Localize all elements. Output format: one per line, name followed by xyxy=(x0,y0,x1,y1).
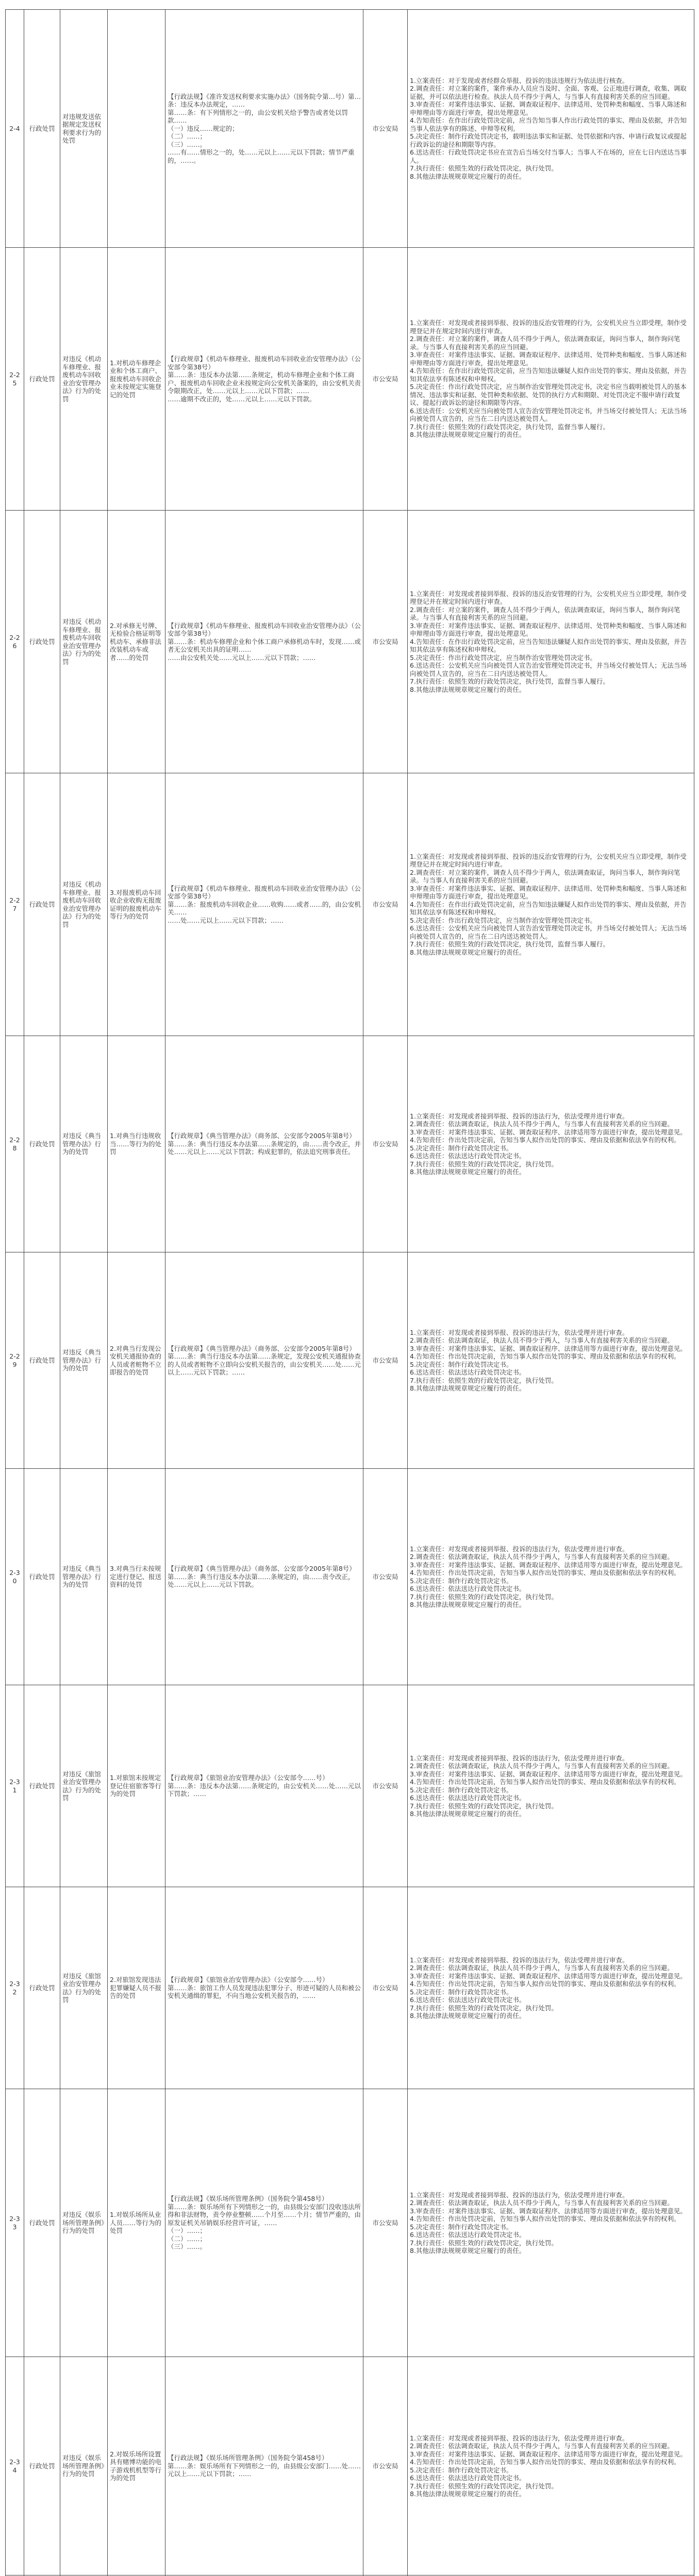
responsibility-item: 7.执行责任：依照生效的行政处罚决定，执行处罚。 xyxy=(410,2482,558,2490)
sub-item-cell: 2.对娱乐场所设置具有赌博功能的电子游戏机机型等行为的处罚 xyxy=(108,2357,165,2575)
responsibility-item: 4.告知责任：在作出行政处罚决定前，应当告知违法嫌疑人拟作出处罚的事实、理由及依据，并告知其依法享有陈述权和申辩权。 xyxy=(410,637,687,654)
responsibility-item: 4.告知责任：在作出行政处罚决定前，应当告知违法嫌疑人拟作出处罚的事实、理由及依据，并告知其依法享有陈述权和申辩权。 xyxy=(410,900,687,917)
legal-basis-paragraph: （二）……； xyxy=(168,132,207,141)
responsibility-item: 8.其他法律法规规章规定应履行的责任。 xyxy=(410,1168,526,1176)
responsibility-item: 5.决定责任：制作行政处罚决定书。 xyxy=(410,2223,513,2231)
responsibility-item: 6.送达责任：依法送达行政处罚决定书。 xyxy=(410,2231,526,2239)
legal-basis-cell xyxy=(165,1036,363,1252)
row-number-cell: 2-27 xyxy=(6,773,24,1036)
responsibility-item: 8.其他法律法规规章规定应履行的责任。 xyxy=(410,2012,526,2020)
responsibility-item: 5.决定责任：制作行政处罚决定书。 xyxy=(410,1786,513,1794)
responsibility-item: 1.立案责任：对发现或者接到举报、投诉的违反治安管理的行为，公安机关应当立即受理，制作受理登记并在规定时间内进行审查。 xyxy=(410,319,687,335)
responsibility-cell xyxy=(408,2357,694,2575)
implementing-body-cell: 市公安局 xyxy=(363,1252,408,1469)
power-name-cell: 对违反《机动车修理业、报废机动车回收业治安管理办法》行为的处罚 xyxy=(60,773,108,1036)
legal-basis-paragraph: 【行政规章】《典当管理办法》（商务部、公安部令2005年第8号） xyxy=(168,1344,356,1352)
responsibility-item: 7.执行责任：依照生效的行政处罚决定，执行处罚。 xyxy=(410,2239,558,2247)
sub-item-cell xyxy=(108,10,165,248)
power-name-cell: 对违反《典当管理办法》行为的处罚 xyxy=(60,1252,108,1469)
power-name-cell: 对违反《机动车修理业、报废机动车回收业治安管理办法》行为的处罚 xyxy=(60,248,108,511)
legal-basis-paragraph: （二）……； xyxy=(168,2234,207,2243)
responsibility-item: 5.决定责任：作出行政处罚决定，应当制作治安管理处罚决定书，决定书应当载明被处罚人的基本情况、违法事实和证据、处罚种类和依据、处罚的执行方式和期限、对处罚决定不服申请行政复议、提起行政诉讼的途径和期限等内容。 xyxy=(410,383,687,407)
legal-basis-paragraph: 第……条：典当行违反本办法第……条规定的，由……责令改正，并处……元以上……元以下罚款；构成犯罪的，依法追究刑事责任。 xyxy=(168,1140,361,1156)
table-row xyxy=(6,2357,694,2575)
implementing-body-cell: 市公安局 xyxy=(363,10,408,248)
responsibility-cell xyxy=(408,10,694,248)
legal-basis-cell xyxy=(165,2357,363,2575)
responsibility-item: 2.调查责任：依法调查取证，执法人员不得少于两人，与当事人有直接利害关系的应当回避。 xyxy=(410,2199,674,2207)
responsibility-item: 4.告知责任：作出处罚决定前，告知当事人拟作出处罚的事实、理由及依据和依法享有的权利。 xyxy=(410,1980,680,1988)
sub-item-cell: 1.对机动车修理企业和个体工商户、报废机动车回收企业未按规定实施登记的处罚 xyxy=(108,248,165,511)
power-type-cell: 行政处罚 xyxy=(24,2357,60,2575)
power-name-cell: 对违反《娱乐场所管理条例》行为的处罚 xyxy=(60,2089,108,2357)
responsibility-item: 1.立案责任：对发现或者接到举报、投诉的违反治安管理的行为，公安机关应当立即受理，制作受理登记并在规定时间内进行审查。 xyxy=(410,852,687,869)
responsibility-item: 8.其他法律法规规章规定应履行的责任。 xyxy=(410,948,526,956)
responsibility-item: 2.调查责任：对立案的案件，调查人员不得少于两人，依法调查取证，询问当事人，制作询问笔录。与当事人有直接利害关系的应当回避。 xyxy=(410,335,680,351)
responsibility-item: 5.决定责任：制作行政处罚决定书。 xyxy=(410,1577,513,1585)
row-number-cell: 2-33 xyxy=(6,2089,24,2357)
responsibility-cell xyxy=(408,1685,694,1887)
responsibility-item: 4.告知责任：作出处罚决定前，告知当事人拟作出处罚的事实、理由及依据和依法享有的权利。 xyxy=(410,2215,680,2223)
row-number-cell: 2-29 xyxy=(6,1252,24,1469)
legal-basis-paragraph: 【行政法规】《娱乐场所管理条例》（国务院令第458号） xyxy=(168,2454,328,2462)
power-type-cell: 行政处罚 xyxy=(24,248,60,511)
responsibility-item: 7.执行责任：依照生效的行政处罚决定，执行处罚，监督当事人履行。 xyxy=(410,940,609,948)
responsibility-item: 8.其他法律法规规章规定应履行的责任。 xyxy=(410,685,526,693)
power-type-cell: 行政处罚 xyxy=(24,1036,60,1252)
table-row xyxy=(6,1036,694,1252)
power-name-cell: 对违反《机动车修理业、报废机动车回收业治安管理办法》行为的处罚 xyxy=(60,511,108,773)
sub-item-cell: 1.对典当行违规收当……等行为的处罚 xyxy=(108,1036,165,1252)
power-type-cell: 行政处罚 xyxy=(24,2089,60,2357)
power-name-cell: 对违规发送依据规定发送权利要求行为的处罚 xyxy=(60,10,108,248)
legal-basis-paragraph: 第……条：典当行违反本办法第……条规定，发现公安机关通报协查的人员或者赃物不立即向公安机关报告的，由公安机关……处……元以上……元以下罚款；…… xyxy=(168,1352,361,1376)
implementing-body-cell: 市公安局 xyxy=(363,1469,408,1685)
responsibility-item: 3.审查责任：对案件违法事实、证据、调查取证程序、法律适用等方面进行审查，提出处理意见。 xyxy=(410,2207,687,2215)
row-number-cell: 2-30 xyxy=(6,1469,24,1685)
responsibility-item: 6.送达责任：依法送达行政处罚决定书。 xyxy=(410,2474,526,2482)
responsibility-item: 1.立案责任：对发现或者接到举报、投诉的违法行为，依法受理并进行审查。 xyxy=(410,1545,629,1553)
legal-basis-paragraph: （一）违反……规定的； xyxy=(168,124,239,132)
sub-item-cell: 1.对旅馆未按规定登记住宿旅客等行为的处罚 xyxy=(108,1685,165,1887)
responsibility-item: 6.送达责任：公安机关应当向被处罚人宣告治安管理处罚决定书，并当场交付被处罚人；无法当场向被处罚人宣告的，应当在二日内送达被处罚人。 xyxy=(410,406,687,423)
legal-basis-paragraph: 【行政规章】《典当管理办法》（商务部、公安部令2005年第8号） xyxy=(168,1132,356,1140)
table-row xyxy=(6,10,694,248)
table-row xyxy=(6,2089,694,2357)
responsibility-item: 2.调查责任：依法调查取证，执法人员不得少于两人，与当事人有直接利害关系的应当回避。 xyxy=(410,1336,674,1344)
responsibility-item: 6.送达责任：公安机关应当向被处罚人宣告治安管理处罚决定书，并当场交付被处罚人；无法当场向被处罚人宣告的，应当在二日内送达被处罚人。 xyxy=(410,662,687,677)
legal-basis-cell xyxy=(165,511,363,773)
responsibility-item: 3.审查责任：对案件违法事实、证据、调查取证程序、法律适用、处罚种类和幅度、当事人陈述和申辩理由等方面进行审查，提出处理意见。 xyxy=(410,884,687,901)
responsibility-item: 3.审查责任：对案件违法事实、证据、调查取证程序、法律适用、处罚种类和幅度、当事人陈述和申辩理由等方面进行审查，提出处理意见。 xyxy=(410,351,687,367)
responsibility-item: 6.送达责任：依法送达行政处罚决定书。 xyxy=(410,1368,526,1376)
legal-basis-cell xyxy=(165,2089,363,2357)
responsibility-item: 8.其他法律法规规章规定应履行的责任。 xyxy=(410,1601,526,1608)
row-number-cell: 2-34 xyxy=(6,2357,24,2575)
responsibility-item: 6.送达责任：依法送达行政处罚决定书。 xyxy=(410,1996,526,2004)
responsibility-item: 7.执行责任：依照生效的行政处罚决定，执行处罚。 xyxy=(410,2004,558,2012)
legal-basis-cell xyxy=(165,1469,363,1685)
responsibility-item: 6.送达责任：依法送达行政处罚决定书。 xyxy=(410,1152,526,1160)
implementing-body-cell: 市公安局 xyxy=(363,2089,408,2357)
legal-basis-cell xyxy=(165,248,363,511)
responsibility-item: 5.决定责任：制作行政处罚决定书。 xyxy=(410,1360,513,1368)
sub-item-cell: 1.对娱乐场所从业人员……等行为的处罚 xyxy=(108,2089,165,2357)
document-sheet xyxy=(5,9,694,2576)
responsibility-item: 7.执行责任：依照生效的行政处罚决定，执行处罚，监督当事人履行。 xyxy=(410,677,609,686)
legal-basis-paragraph: 【行政法规】《准许发送权利要求实施办法》（国务院令第…号）第…条：违反本办法规定，…… xyxy=(168,92,361,109)
legal-basis-paragraph: 第……条：违反本办法第……条规定的，由公安机关……处……元以下罚款；…… xyxy=(168,1782,361,1798)
table-row xyxy=(6,1685,694,1887)
legal-basis-cell xyxy=(165,10,363,248)
responsibility-cell xyxy=(408,1036,694,1252)
responsibility-item: 6.送达责任：公安机关应当向被处罚人宣告治安管理处罚决定书，并当场交付被处罚人；无法当场向被处罚人宣告的，应当在二日内送达被处罚人。 xyxy=(410,924,687,940)
sub-item-cell: 3.对报废机动车回收企业收购无报废证明的报废机动车等行为的处罚 xyxy=(108,773,165,1036)
legal-basis-paragraph: ……有……情形之一的，处……元以上……元以下罚款；情节严重的，……。 xyxy=(168,148,355,164)
responsibility-item: 5.决定责任：作出行政处罚决定，应当制作治安管理处罚决定书。 xyxy=(410,653,596,662)
implementing-body-cell: 市公安局 xyxy=(363,511,408,773)
table-row xyxy=(6,1469,694,1685)
responsibility-item: 4.告知责任：作出处罚决定前，告知当事人拟作出处罚的事实、理由及依据和依法享有的权利。 xyxy=(410,1136,680,1144)
responsibility-item: 2.调查责任：依法调查取证，执法人员不得少于两人，与当事人有直接利害关系的应当回避。 xyxy=(410,1120,674,1128)
sub-item-cell: 2.对承修无号牌、无检验合格证明等机动车、承修非法改装机动车或者……的处罚 xyxy=(108,511,165,773)
responsibility-item: 2.调查责任：依法调查取证，执法人员不得少于两人，与当事人有直接利害关系的应当回避。 xyxy=(410,2442,674,2450)
responsibility-item: 7.执行责任：依照生效的行政处罚决定，执行处罚，监督当事人履行。 xyxy=(410,422,609,431)
legal-basis-paragraph: 第……条：娱乐场所有下列情形之一的，由县级公安部门没收违法所得和非法财物，责令停业整顿……个月至……个月；情节严重的，由原发证机关吊销娱乐经营许可证，…… xyxy=(168,2202,361,2227)
legal-basis-paragraph: 第……条：典当行违反本办法第……条规定的，由……责令改正，处……元以上……元以下罚款。 xyxy=(168,1572,355,1589)
responsibility-item: 2.调查责任：依法调查取证，执法人员不得少于两人，与当事人有直接利害关系的应当回避。 xyxy=(410,1964,674,1972)
responsibility-item: 1.立案责任：对发现或者接到举报、投诉的违法行为，依法受理并进行审查。 xyxy=(410,1754,629,1762)
table-row xyxy=(6,248,694,511)
responsibility-item: 1.立案责任：对发现或者接到举报、投诉的违法行为，依法受理并进行审查。 xyxy=(410,1112,629,1120)
responsibility-item: 3.审查责任：对案件违法事实、证据、调查取证程序、法律适用等方面进行审查，提出处理意见。 xyxy=(410,1770,687,1778)
implementing-body-cell: 市公安局 xyxy=(363,2357,408,2575)
row-number-cell: 2-31 xyxy=(6,1685,24,1887)
table-row xyxy=(6,511,694,773)
legal-basis-paragraph: ……处……元以上……元以下罚款；…… xyxy=(168,916,284,924)
table-row xyxy=(6,1252,694,1469)
table-body xyxy=(6,10,694,2576)
responsibility-cell xyxy=(408,2089,694,2357)
responsibility-item: 2.调查责任：对立案的案件，案件承办人员应当及时、全面、客观、公正地进行调查，收集、调取证据，并可以依法进行检查。执法人员不得少于两人，与当事人有直接利害关系的应当回避。 xyxy=(410,84,687,100)
responsibility-item: 3.审查责任：对案件违法事实、证据、调查取证程序、法律适用、处罚种类和幅度、当事人陈述和申辩理由等方面进行审查，提出处理意见。 xyxy=(410,621,687,638)
power-type-cell: 行政处罚 xyxy=(24,511,60,773)
responsibility-item: 6.送达责任：行政处罚决定书应在宣告后当场交付当事人；当事人不在场的，应在七日内送达当事人。 xyxy=(410,148,687,164)
responsibility-cell xyxy=(408,773,694,1036)
power-type-cell: 行政处罚 xyxy=(24,1685,60,1887)
power-name-cell: 对违反《典当管理办法》行为的处罚 xyxy=(60,1469,108,1685)
responsibility-item: 2.调查责任：对立案的案件，调查人员不得少于两人，依法调查取证，询问当事人，制作询问笔录。与当事人有直接利害关系的应当回避。 xyxy=(410,605,680,622)
responsibility-item: 3.审查责任：对案件违法事实、证据、调查取证程序、法律适用等方面进行审查，提出处理意见。 xyxy=(410,1972,687,1980)
legal-basis-paragraph: 【行政法规】《娱乐场所管理条例》（国务院令第458号） xyxy=(168,2195,328,2203)
responsibility-table xyxy=(5,9,694,2576)
responsibility-item: 3.审查责任：对案件违法事实、证据、调查取证程序、法律适用等方面进行审查，提出处理意见。 xyxy=(410,1128,687,1136)
responsibility-item: 2.调查责任：对立案的案件，调查人员不得少于两人，依法调查取证，询问当事人，制作询问笔录。与当事人有直接利害关系的应当回避。 xyxy=(410,868,680,885)
responsibility-item: 7.执行责任：依照生效的行政处罚决定，执行处罚。 xyxy=(410,1160,558,1168)
power-name-cell: 对违反《旅馆业治安管理办法》行为的处罚 xyxy=(60,1887,108,2089)
legal-basis-paragraph: ……逾期不改正的，处……元以上……元以下罚款。 xyxy=(168,395,316,403)
legal-basis-cell xyxy=(165,773,363,1036)
responsibility-item: 7.执行责任：依照生效的行政处罚决定，执行处罚。 xyxy=(410,164,558,173)
legal-basis-cell xyxy=(165,1252,363,1469)
responsibility-item: 8.其他法律法规规章规定应履行的责任。 xyxy=(410,431,526,439)
power-type-cell: 行政处罚 xyxy=(24,773,60,1036)
row-number-cell: 2-26 xyxy=(6,511,24,773)
legal-basis-paragraph: 【行政规章】《机动车修理业、报废机动车回收业治安管理办法》（公安部令第38号） xyxy=(168,621,361,638)
responsibility-item: 8.其他法律法规规章规定应履行的责任。 xyxy=(410,2247,526,2255)
row-number-cell: 2-32 xyxy=(6,1887,24,2089)
responsibility-item: 5.决定责任：制作行政处罚决定书，载明违法事实和证据、处罚依据和内容、申请行政复议或提起行政诉讼的途径和期限等内容。 xyxy=(410,132,687,148)
responsibility-cell xyxy=(408,1252,694,1469)
responsibility-item: 4.告知责任：在作出行政处罚决定前，应当告知违法嫌疑人拟作出处罚的事实、理由及依据，并告知其依法享有陈述权和申辩权。 xyxy=(410,367,687,383)
legal-basis-paragraph: 第……条：违反本办法第……条规定，机动车修理企业和个体工商户、报废机动车回收企业未按规定向公安机关备案的，由公安机关责令限期改正，处……元以上……元以下罚款；…… xyxy=(168,371,361,395)
responsibility-item: 6.送达责任：依法送达行政处罚决定书。 xyxy=(410,1585,526,1592)
responsibility-item: 3.审查责任：对案件违法事实、证据、调查取证程序、法律适用、处罚种类和幅度、当事人陈述和申辩理由等方面进行审查，提出处理意见。 xyxy=(410,100,687,116)
legal-basis-paragraph: 【行政规章】《典当管理办法》（商务部、公安部令2005年第8号） xyxy=(168,1565,356,1573)
responsibility-item: 1.立案责任：对发现或者接到举报、投诉的违反治安管理的行为，公安机关应当立即受理，制作受理登记并在规定时间内进行审查。 xyxy=(410,589,687,606)
responsibility-item: 8.其他法律法规规章规定应履行的责任。 xyxy=(410,172,526,180)
responsibility-item: 4.告知责任：作出处罚决定前，告知当事人拟作出处罚的事实、理由及依据和依法享有的权利。 xyxy=(410,2458,680,2466)
responsibility-cell xyxy=(408,248,694,511)
responsibility-item: 5.决定责任：制作行政处罚决定书。 xyxy=(410,2466,513,2474)
legal-basis-paragraph: （三）……。 xyxy=(168,2243,207,2251)
implementing-body-cell: 市公安局 xyxy=(363,1685,408,1887)
responsibility-item: 4.告知责任：在作出行政处罚决定前，应当告知当事人作出行政处罚的事实、理由及依据，并告知当事人依法享有的陈述、申辩等权利。 xyxy=(410,116,687,132)
legal-basis-paragraph: 【行政规章】《旅馆业治安管理办法》（公安部令……号） xyxy=(168,1774,329,1782)
power-name-cell: 对违反《旅馆业治安管理办法》行为的处罚 xyxy=(60,1685,108,1887)
responsibility-item: 7.执行责任：依照生效的行政处罚决定，执行处罚。 xyxy=(410,1592,558,1601)
table-row xyxy=(6,1887,694,2089)
responsibility-item: 7.执行责任：依照生效的行政处罚决定，执行处罚。 xyxy=(410,1376,558,1384)
legal-basis-paragraph: 第……条：有下列情形之一的，由公安机关给予警告或者处以罚款…… xyxy=(168,108,348,125)
responsibility-cell xyxy=(408,1469,694,1685)
power-type-cell: 行政处罚 xyxy=(24,10,60,248)
responsibility-item: 3.审查责任：对案件违法事实、证据、调查取证程序、法律适用等方面进行审查，提出处理意见。 xyxy=(410,1344,687,1352)
responsibility-item: 1.立案责任：对发现或者接到举报、投诉的违法行为，依法受理并进行审查。 xyxy=(410,1956,629,1964)
responsibility-item: 2.调查责任：依法调查取证，执法人员不得少于两人，与当事人有直接利害关系的应当回避。 xyxy=(410,1762,674,1770)
responsibility-item: 8.其他法律法规规章规定应履行的责任。 xyxy=(410,1384,526,1392)
responsibility-item: 3.审查责任：对案件违法事实、证据、调查取证程序、法律适用等方面进行审查，提出处理意见。 xyxy=(410,1561,687,1569)
legal-basis-paragraph: 【行政规章】《旅馆业治安管理办法》（公安部令……号） xyxy=(168,1976,329,1984)
implementing-body-cell: 市公安局 xyxy=(363,1036,408,1252)
legal-basis-paragraph: 【行政规章】《机动车修理业、报废机动车回收业治安管理办法》（公安部令第38号） xyxy=(168,884,361,901)
legal-basis-paragraph: 第……条：报废机动车回收企业……收购……或者……的，由公安机关…… xyxy=(168,900,361,917)
legal-basis-paragraph: 第……条：旅馆工作人员发现违法犯罪分子、形迹可疑的人员和被公安机关通缉的罪犯，不向当地公安机关报告的，…… xyxy=(168,1984,361,2000)
legal-basis-paragraph: （一）……； xyxy=(168,2227,207,2235)
responsibility-item: 2.调查责任：依法调查取证，执法人员不得少于两人，与当事人有直接利害关系的应当回避。 xyxy=(410,1553,674,1561)
implementing-body-cell: 市公安局 xyxy=(363,248,408,511)
responsibility-item: 1.立案责任：对发现或者接到举报、投诉的违法行为，依法受理并进行审查。 xyxy=(410,2434,629,2442)
row-number-cell: 2-28 xyxy=(6,1036,24,1252)
responsibility-item: 3.审查责任：对案件违法事实、证据、调查取证程序、法律适用等方面进行审查，提出处理意见。 xyxy=(410,2450,687,2458)
responsibility-item: 5.决定责任：作出行政处罚决定，应当制作治安管理处罚决定书。 xyxy=(410,916,596,924)
responsibility-item: 1.立案责任：对于发现或者经群众举报、投诉的违法违规行为依法进行核查。 xyxy=(410,76,629,84)
responsibility-item: 4.告知责任：作出处罚决定前，告知当事人拟作出处罚的事实、理由及依据和依法享有的权利。 xyxy=(410,1778,680,1786)
legal-basis-paragraph: 第……条：娱乐场所有下列情形之一的，由县级公安部门……处……元以上……元以下罚款；…… xyxy=(168,2462,361,2478)
responsibility-item: 5.决定责任：制作行政处罚决定书。 xyxy=(410,1988,513,1996)
legal-basis-cell xyxy=(165,1887,363,2089)
row-number-cell: 2-4 xyxy=(6,10,24,248)
power-type-cell: 行政处罚 xyxy=(24,1887,60,2089)
responsibility-item: 1.立案责任：对发现或者接到举报、投诉的违法行为，依法受理并进行审查。 xyxy=(410,1328,629,1336)
responsibility-item: 7.执行责任：依照生效的行政处罚决定，执行处罚。 xyxy=(410,1802,558,1810)
table-row xyxy=(6,773,694,1036)
implementing-body-cell: 市公安局 xyxy=(363,773,408,1036)
responsibility-cell xyxy=(408,511,694,773)
sub-item-cell: 3.对典当行未按规定进行登记、报送资料的处罚 xyxy=(108,1469,165,1685)
responsibility-item: 8.其他法律法规规章规定应履行的责任。 xyxy=(410,2490,526,2498)
responsibility-item: 1.立案责任：对发现或者接到举报、投诉的违法行为，依法受理并进行审查。 xyxy=(410,2191,629,2199)
power-type-cell: 行政处罚 xyxy=(24,1252,60,1469)
legal-basis-paragraph: 第……条：机动车修理企业和个体工商户承修机动车时，发现……或者无公安机关出具的证明…… xyxy=(168,637,361,654)
implementing-body-cell: 市公安局 xyxy=(363,1887,408,2089)
row-number-cell: 2-25 xyxy=(6,248,24,511)
power-type-cell: 行政处罚 xyxy=(24,1469,60,1685)
power-name-cell: 对违反《娱乐场所管理条例》行为的处罚 xyxy=(60,2357,108,2575)
responsibility-item: 5.决定责任：制作行政处罚决定书。 xyxy=(410,1144,513,1152)
responsibility-item: 8.其他法律法规规章规定应履行的责任。 xyxy=(410,1810,526,1818)
responsibility-item: 4.告知责任：作出处罚决定前，告知当事人拟作出处罚的事实、理由及依据和依法享有的权利。 xyxy=(410,1569,680,1577)
sub-item-cell: 2.对旅馆发现违法犯罪嫌疑人员不报告的处罚 xyxy=(108,1887,165,2089)
sub-item-cell: 2.对典当行发现公安机关通报协查的人员或者赃物不立即报告的处罚 xyxy=(108,1252,165,1469)
responsibility-cell xyxy=(408,1887,694,2089)
responsibility-item: 4.告知责任：作出处罚决定前，告知当事人拟作出处罚的事实、理由及依据和依法享有的权利。 xyxy=(410,1352,680,1360)
legal-basis-paragraph: ……由公安机关处……元以上……元以下罚款；…… xyxy=(168,653,316,662)
legal-basis-paragraph: （三）……。 xyxy=(168,140,207,148)
legal-basis-cell xyxy=(165,1685,363,1887)
power-name-cell: 对违反《典当管理办法》行为的处罚 xyxy=(60,1036,108,1252)
responsibility-item: 6.送达责任：依法送达行政处罚决定书。 xyxy=(410,1794,526,1802)
legal-basis-paragraph: 【行政规章】《机动车修理业、报废机动车回收业治安管理办法》（公安部令第38号） xyxy=(168,355,361,371)
